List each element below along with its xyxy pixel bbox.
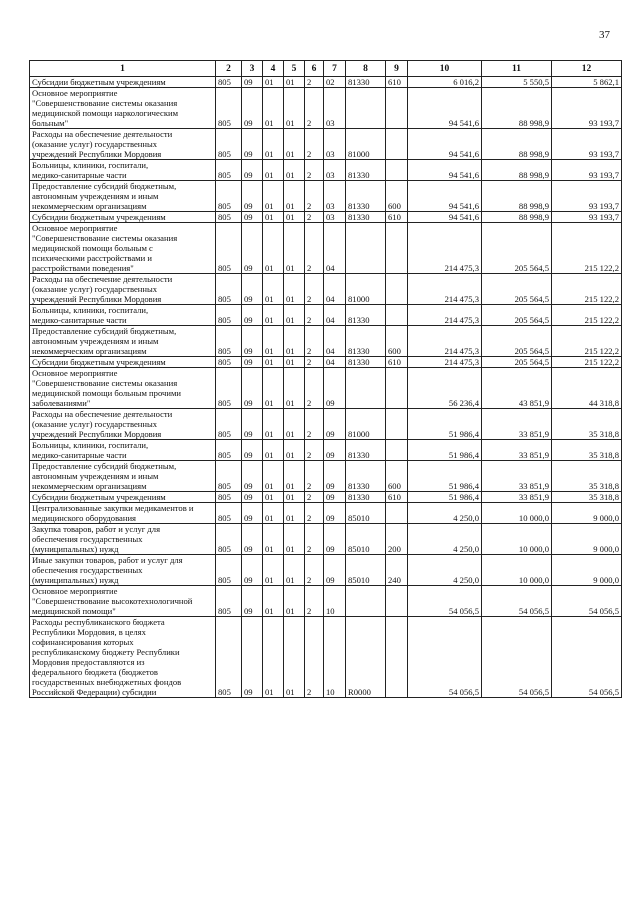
item-name-cell: Расходы на обеспечение деятельности (оказание услуг) государственных учреждений Республики Мордовия	[30, 129, 216, 160]
table-row	[30, 326, 622, 357]
code-cell: 805	[216, 223, 242, 274]
header-cell: 1	[30, 61, 216, 77]
header-cell: 12	[552, 61, 622, 77]
code-cell: 01	[284, 88, 305, 129]
budget-table	[29, 60, 622, 698]
code-cell: 81330	[346, 492, 386, 503]
header-cell: 8	[346, 61, 386, 77]
amount-cell: 10 000,0	[482, 555, 552, 586]
code-cell: 01	[263, 160, 284, 181]
code-cell: 02	[324, 77, 346, 88]
amount-cell: 93 193,7	[552, 160, 622, 181]
code-cell: 09	[242, 492, 263, 503]
code-cell: 09	[242, 461, 263, 492]
amount-cell: 51 986,4	[408, 440, 482, 461]
code-cell: 805	[216, 274, 242, 305]
code-cell: 81330	[346, 160, 386, 181]
code-cell: 01	[284, 212, 305, 223]
code-cell: 01	[263, 617, 284, 698]
amount-cell: 88 998,9	[482, 129, 552, 160]
item-name-cell: Закупка товаров, работ и услуг для обеспечения государственных (муниципальных) нужд	[30, 524, 216, 555]
code-cell: 81330	[346, 77, 386, 88]
code-cell: 805	[216, 181, 242, 212]
amount-cell: 56 236,4	[408, 368, 482, 409]
table-row	[30, 212, 622, 223]
amount-cell: 93 193,7	[552, 181, 622, 212]
table-row	[30, 160, 622, 181]
code-cell: 01	[263, 555, 284, 586]
table-row	[30, 555, 622, 586]
table-row	[30, 409, 622, 440]
amount-cell: 88 998,9	[482, 160, 552, 181]
table-row	[30, 461, 622, 492]
code-cell: 81000	[346, 274, 386, 305]
amount-cell: 94 541,6	[408, 129, 482, 160]
amount-cell: 93 193,7	[552, 129, 622, 160]
header-cell: 2	[216, 61, 242, 77]
code-cell: 01	[263, 88, 284, 129]
code-cell: 85010	[346, 524, 386, 555]
code-cell: 01	[284, 409, 305, 440]
item-name-cell: Централизованные закупки медикаментов и медицинского оборудования	[30, 503, 216, 524]
code-cell: 2	[305, 461, 324, 492]
code-cell: 610	[386, 492, 408, 503]
code-cell: 2	[305, 357, 324, 368]
code-cell: 600	[386, 461, 408, 492]
code-cell	[386, 274, 408, 305]
amount-cell: 88 998,9	[482, 212, 552, 223]
amount-cell: 54 056,5	[482, 586, 552, 617]
code-cell: 04	[324, 305, 346, 326]
code-cell: 04	[324, 223, 346, 274]
code-cell: 805	[216, 368, 242, 409]
amount-cell: 54 056,5	[552, 586, 622, 617]
table-row	[30, 77, 622, 88]
code-cell: 09	[242, 326, 263, 357]
amount-cell: 94 541,6	[408, 160, 482, 181]
code-cell: 04	[324, 357, 346, 368]
amount-cell: 10 000,0	[482, 503, 552, 524]
code-cell: 2	[305, 181, 324, 212]
amount-cell: 6 016,2	[408, 77, 482, 88]
amount-cell: 205 564,5	[482, 326, 552, 357]
code-cell: 01	[263, 492, 284, 503]
code-cell: 2	[305, 223, 324, 274]
code-cell: 01	[263, 368, 284, 409]
amount-cell: 51 986,4	[408, 492, 482, 503]
amount-cell: 93 193,7	[552, 212, 622, 223]
code-cell	[386, 368, 408, 409]
code-cell: 09	[242, 223, 263, 274]
code-cell: 01	[284, 555, 305, 586]
code-cell: 81000	[346, 129, 386, 160]
code-cell	[386, 305, 408, 326]
code-cell: 01	[284, 492, 305, 503]
code-cell	[346, 88, 386, 129]
amount-cell: 88 998,9	[482, 88, 552, 129]
header-cell: 11	[482, 61, 552, 77]
table-row	[30, 88, 622, 129]
amount-cell: 33 851,9	[482, 440, 552, 461]
table-row	[30, 440, 622, 461]
amount-cell: 54 056,5	[408, 586, 482, 617]
header-cell: 7	[324, 61, 346, 77]
code-cell	[386, 409, 408, 440]
code-cell: 01	[263, 409, 284, 440]
header-cell: 3	[242, 61, 263, 77]
code-cell: 81330	[346, 212, 386, 223]
code-cell: 01	[284, 440, 305, 461]
code-cell: 2	[305, 212, 324, 223]
code-cell: 01	[263, 223, 284, 274]
code-cell: 600	[386, 181, 408, 212]
code-cell: 09	[242, 617, 263, 698]
code-cell: 10	[324, 617, 346, 698]
amount-cell: 4 250,0	[408, 524, 482, 555]
code-cell: 610	[386, 212, 408, 223]
code-cell	[346, 586, 386, 617]
code-cell: 09	[242, 524, 263, 555]
code-cell: 2	[305, 617, 324, 698]
code-cell: 805	[216, 88, 242, 129]
code-cell: 01	[263, 212, 284, 223]
code-cell: 81330	[346, 181, 386, 212]
header-cell: 9	[386, 61, 408, 77]
code-cell: 81330	[346, 461, 386, 492]
amount-cell: 9 000,0	[552, 503, 622, 524]
code-cell: 805	[216, 492, 242, 503]
code-cell: 09	[242, 357, 263, 368]
code-cell: 805	[216, 160, 242, 181]
code-cell: 805	[216, 555, 242, 586]
code-cell: 01	[263, 357, 284, 368]
amount-cell: 94 541,6	[408, 212, 482, 223]
amount-cell: 33 851,9	[482, 461, 552, 492]
code-cell	[346, 223, 386, 274]
code-cell: 09	[242, 409, 263, 440]
table-row	[30, 524, 622, 555]
code-cell	[386, 586, 408, 617]
code-cell: 2	[305, 305, 324, 326]
code-cell: 01	[284, 77, 305, 88]
code-cell	[386, 88, 408, 129]
code-cell: 01	[263, 274, 284, 305]
table-row	[30, 305, 622, 326]
item-name-cell: Иные закупки товаров, работ и услуг для обеспечения государственных (муниципальных) нужд	[30, 555, 216, 586]
amount-cell: 93 193,7	[552, 88, 622, 129]
code-cell: 81000	[346, 409, 386, 440]
amount-cell: 88 998,9	[482, 181, 552, 212]
item-name-cell: Предоставление субсидий бюджетным, автономным учреждениям и иным некоммерческим организациям	[30, 326, 216, 357]
code-cell: 09	[242, 88, 263, 129]
code-cell: 81330	[346, 440, 386, 461]
amount-cell: 215 122,2	[552, 326, 622, 357]
table-row	[30, 357, 622, 368]
amount-cell: 35 318,8	[552, 492, 622, 503]
code-cell: 01	[263, 305, 284, 326]
code-cell: 805	[216, 440, 242, 461]
table-row	[30, 129, 622, 160]
code-cell: 01	[263, 440, 284, 461]
amount-cell: 205 564,5	[482, 357, 552, 368]
item-name-cell: Больницы, клиники, госпитали, медико-санитарные части	[30, 440, 216, 461]
code-cell: 805	[216, 212, 242, 223]
amount-cell: 54 056,5	[408, 617, 482, 698]
code-cell: 81330	[346, 305, 386, 326]
table-body	[30, 77, 622, 698]
amount-cell: 54 056,5	[482, 617, 552, 698]
item-name-cell: Расходы республиканского бюджета Республики Мордовия, в целях софинансирования которых республиканскому бюджету Республики Мордовия предоставляются из федерального бюджета (бюджетов государственных внебюджетных фондов Российской Федерации) субсидии	[30, 617, 216, 698]
amount-cell: 35 318,8	[552, 461, 622, 492]
code-cell: 2	[305, 586, 324, 617]
code-cell: 03	[324, 181, 346, 212]
item-name-cell: Больницы, клиники, госпитали, медико-санитарные части	[30, 305, 216, 326]
amount-cell: 35 318,8	[552, 409, 622, 440]
code-cell: 200	[386, 524, 408, 555]
amount-cell: 214 475,3	[408, 357, 482, 368]
code-cell: 85010	[346, 503, 386, 524]
code-cell: 2	[305, 503, 324, 524]
table-row	[30, 368, 622, 409]
amount-cell: 94 541,6	[408, 181, 482, 212]
code-cell: 09	[324, 368, 346, 409]
amount-cell: 215 122,2	[552, 274, 622, 305]
code-cell: 01	[284, 586, 305, 617]
code-cell	[346, 368, 386, 409]
table-row	[30, 586, 622, 617]
code-cell: 01	[263, 326, 284, 357]
code-cell: 610	[386, 357, 408, 368]
header-cell: 4	[263, 61, 284, 77]
amount-cell: 33 851,9	[482, 409, 552, 440]
item-name-cell: Субсидии бюджетным учреждениям	[30, 212, 216, 223]
code-cell: 09	[324, 492, 346, 503]
code-cell: 01	[284, 160, 305, 181]
code-cell: 01	[263, 461, 284, 492]
amount-cell: 214 475,3	[408, 223, 482, 274]
code-cell: 2	[305, 274, 324, 305]
code-cell: 03	[324, 88, 346, 129]
header-cell: 10	[408, 61, 482, 77]
code-cell: 805	[216, 461, 242, 492]
code-cell: 01	[263, 524, 284, 555]
code-cell: 01	[263, 586, 284, 617]
amount-cell: 51 986,4	[408, 461, 482, 492]
code-cell: 03	[324, 212, 346, 223]
code-cell: 09	[242, 129, 263, 160]
code-cell: 2	[305, 88, 324, 129]
code-cell: 09	[242, 555, 263, 586]
amount-cell: 9 000,0	[552, 524, 622, 555]
code-cell: 2	[305, 524, 324, 555]
code-cell: 01	[284, 368, 305, 409]
amount-cell: 205 564,5	[482, 223, 552, 274]
code-cell: 805	[216, 409, 242, 440]
code-cell: R0000	[346, 617, 386, 698]
item-name-cell: Расходы на обеспечение деятельности (оказание услуг) государственных учреждений Республики Мордовия	[30, 274, 216, 305]
code-cell: 805	[216, 357, 242, 368]
code-cell	[386, 440, 408, 461]
page-number: 37	[599, 29, 610, 41]
code-cell: 09	[324, 409, 346, 440]
code-cell: 09	[324, 503, 346, 524]
code-cell	[386, 129, 408, 160]
item-name-cell: Основное мероприятие "Совершенствование системы оказания медицинской помощи больным с психическими расстройствами и расстройствами поведения"	[30, 223, 216, 274]
code-cell: 2	[305, 409, 324, 440]
code-cell: 805	[216, 617, 242, 698]
code-cell: 09	[242, 368, 263, 409]
code-cell: 01	[263, 181, 284, 212]
item-name-cell: Предоставление субсидий бюджетным, автономным учреждениям и иным некоммерческим организациям	[30, 461, 216, 492]
code-cell: 610	[386, 77, 408, 88]
code-cell	[386, 503, 408, 524]
code-cell: 09	[242, 586, 263, 617]
code-cell: 805	[216, 524, 242, 555]
code-cell: 2	[305, 326, 324, 357]
code-cell: 2	[305, 160, 324, 181]
code-cell: 805	[216, 586, 242, 617]
code-cell: 09	[242, 160, 263, 181]
code-cell: 01	[284, 181, 305, 212]
code-cell: 2	[305, 77, 324, 88]
code-cell: 2	[305, 555, 324, 586]
amount-cell: 44 318,8	[552, 368, 622, 409]
amount-cell: 51 986,4	[408, 409, 482, 440]
code-cell: 805	[216, 129, 242, 160]
code-cell: 01	[284, 617, 305, 698]
amount-cell: 35 318,8	[552, 440, 622, 461]
code-cell: 805	[216, 77, 242, 88]
amount-cell: 214 475,3	[408, 274, 482, 305]
code-cell: 2	[305, 440, 324, 461]
amount-cell: 43 851,9	[482, 368, 552, 409]
header-cell: 6	[305, 61, 324, 77]
code-cell: 09	[324, 555, 346, 586]
item-name-cell: Субсидии бюджетным учреждениям	[30, 492, 216, 503]
item-name-cell: Предоставление субсидий бюджетным, автономным учреждениям и иным некоммерческим организациям	[30, 181, 216, 212]
amount-cell: 9 000,0	[552, 555, 622, 586]
amount-cell: 214 475,3	[408, 305, 482, 326]
amount-cell: 215 122,2	[552, 357, 622, 368]
table-row	[30, 617, 622, 698]
code-cell: 01	[284, 223, 305, 274]
code-cell: 01	[263, 503, 284, 524]
header-cell: 5	[284, 61, 305, 77]
amount-cell: 205 564,5	[482, 305, 552, 326]
code-cell: 09	[242, 440, 263, 461]
table-row	[30, 503, 622, 524]
table-row	[30, 181, 622, 212]
code-cell: 09	[242, 503, 263, 524]
table-row	[30, 223, 622, 274]
amount-cell: 94 541,6	[408, 88, 482, 129]
code-cell: 805	[216, 326, 242, 357]
code-cell: 805	[216, 305, 242, 326]
item-name-cell: Основное мероприятие "Совершенствование системы оказания медицинской помощи больным прочими заболеваниями"	[30, 368, 216, 409]
amount-cell: 4 250,0	[408, 503, 482, 524]
amount-cell: 4 250,0	[408, 555, 482, 586]
code-cell	[386, 160, 408, 181]
table-row	[30, 274, 622, 305]
amount-cell: 5 862,1	[552, 77, 622, 88]
code-cell: 09	[324, 440, 346, 461]
code-cell: 09	[324, 524, 346, 555]
code-cell: 01	[284, 326, 305, 357]
code-cell: 01	[284, 129, 305, 160]
code-cell: 01	[263, 129, 284, 160]
code-cell: 01	[284, 305, 305, 326]
code-cell: 2	[305, 129, 324, 160]
code-cell: 240	[386, 555, 408, 586]
amount-cell: 10 000,0	[482, 524, 552, 555]
code-cell: 81330	[346, 326, 386, 357]
amount-cell: 205 564,5	[482, 274, 552, 305]
item-name-cell: Расходы на обеспечение деятельности (оказание услуг) государственных учреждений Республики Мордовия	[30, 409, 216, 440]
code-cell: 805	[216, 503, 242, 524]
code-cell: 09	[242, 274, 263, 305]
amount-cell: 215 122,2	[552, 223, 622, 274]
code-cell: 01	[284, 274, 305, 305]
amount-cell: 54 056,5	[552, 617, 622, 698]
code-cell: 01	[284, 357, 305, 368]
code-cell: 01	[284, 461, 305, 492]
code-cell: 2	[305, 368, 324, 409]
code-cell: 09	[324, 461, 346, 492]
code-cell: 2	[305, 492, 324, 503]
code-cell: 09	[242, 181, 263, 212]
code-cell: 10	[324, 586, 346, 617]
code-cell: 09	[242, 77, 263, 88]
item-name-cell: Субсидии бюджетным учреждениям	[30, 357, 216, 368]
code-cell	[386, 223, 408, 274]
code-cell: 04	[324, 274, 346, 305]
code-cell: 600	[386, 326, 408, 357]
code-cell: 09	[242, 305, 263, 326]
code-cell: 01	[284, 503, 305, 524]
code-cell: 03	[324, 160, 346, 181]
code-cell: 04	[324, 326, 346, 357]
code-cell: 85010	[346, 555, 386, 586]
code-cell: 01	[263, 77, 284, 88]
code-cell: 03	[324, 129, 346, 160]
table-row	[30, 492, 622, 503]
amount-cell: 214 475,3	[408, 326, 482, 357]
header-row	[30, 61, 622, 77]
item-name-cell: Основное мероприятие "Совершенствование высокотехнологичной медицинской помощи"	[30, 586, 216, 617]
amount-cell: 5 550,5	[482, 77, 552, 88]
amount-cell: 215 122,2	[552, 305, 622, 326]
item-name-cell: Больницы, клиники, госпитали, медико-санитарные части	[30, 160, 216, 181]
code-cell: 01	[284, 524, 305, 555]
amount-cell: 33 851,9	[482, 492, 552, 503]
code-cell: 81330	[346, 357, 386, 368]
code-cell: 09	[242, 212, 263, 223]
code-cell	[386, 617, 408, 698]
item-name-cell: Субсидии бюджетным учреждениям	[30, 77, 216, 88]
item-name-cell: Основное мероприятие "Совершенствование системы оказания медицинской помощи наркологическим больным"	[30, 88, 216, 129]
